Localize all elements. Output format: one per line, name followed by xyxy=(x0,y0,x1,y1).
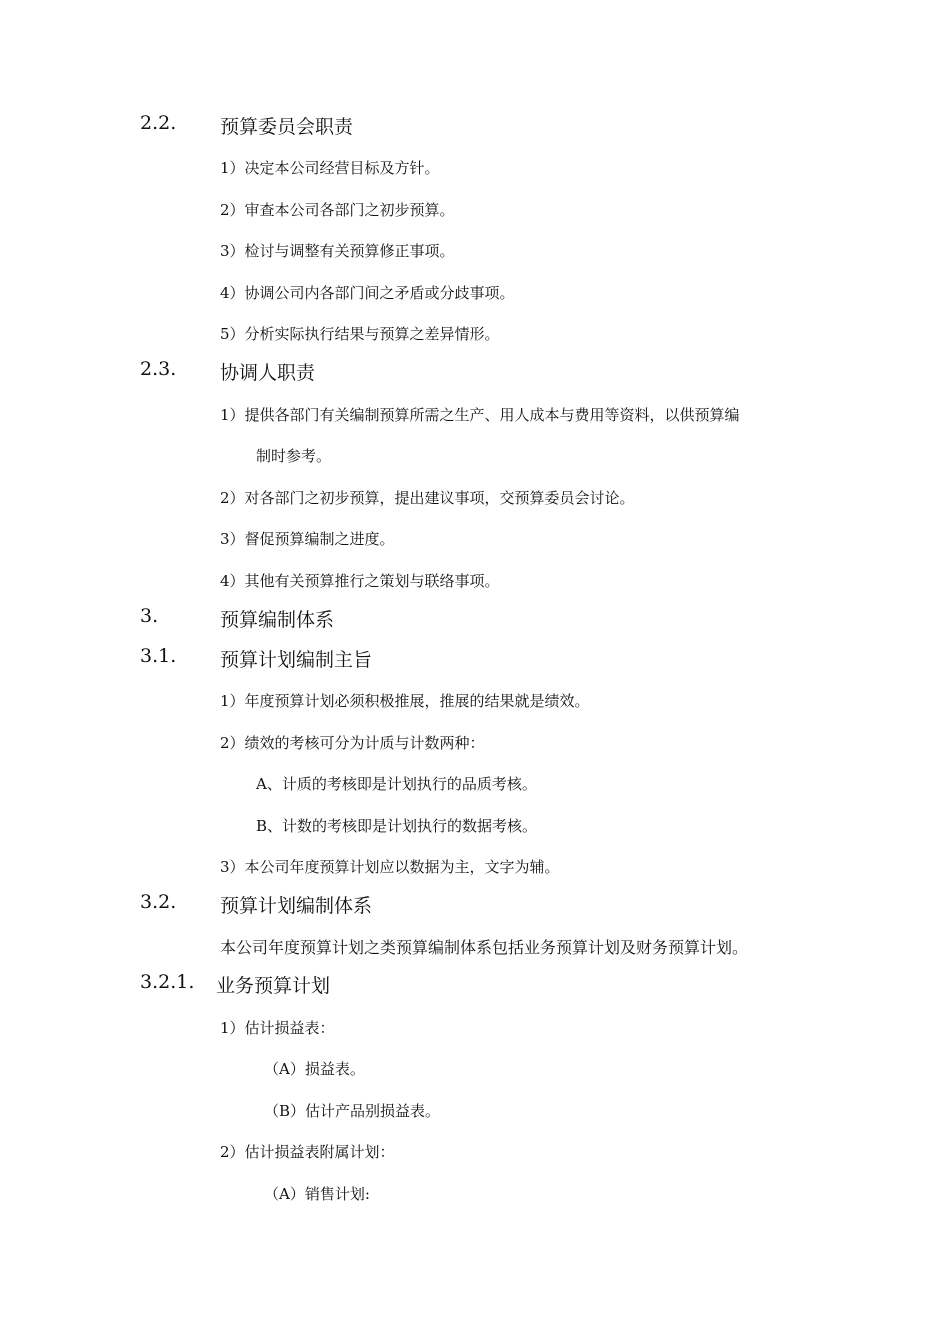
section-title: 协调人职责 xyxy=(220,362,316,384)
section-number: 3. xyxy=(140,605,159,627)
list-item: 2）估计损益表附属计划： xyxy=(220,1143,395,1161)
sub-item: A、计质的考核即是计划执行的品质考核。 xyxy=(256,775,537,793)
list-item: 3）督促预算编制之进度。 xyxy=(220,530,395,548)
section-heading xyxy=(0,112,950,138)
section-number: 3.2.1. xyxy=(140,971,195,993)
sub-item: （A）销售计划: xyxy=(264,1185,370,1203)
section-heading xyxy=(0,358,950,384)
paragraph: 本公司年度预算计划之类预算编制体系包括业务预算计划及财务预算计划。 xyxy=(220,938,749,957)
list-item: 5）分析实际执行结果与预算之差异情形。 xyxy=(220,325,500,343)
section-heading xyxy=(0,605,950,631)
list-item: 3）检讨与调整有关预算修正事项。 xyxy=(220,242,455,260)
list-item: 1）提供各部门有关编制预算所需之生产、用人成本与费用等资料，以供预算编 xyxy=(220,406,740,424)
list-item: 4）其他有关预算推行之策划与联络事项。 xyxy=(220,572,500,590)
section-number: 3.1. xyxy=(140,645,177,667)
list-item: 4）协调公司内各部门间之矛盾或分歧事项。 xyxy=(220,284,515,302)
section-title: 预算计划编制主旨 xyxy=(220,649,373,671)
section-title: 预算计划编制体系 xyxy=(220,895,373,917)
list-item: 2）绩效的考核可分为计质与计数两种： xyxy=(220,734,485,752)
list-item: 3）本公司年度预算计划应以数据为主，文字为辅。 xyxy=(220,858,560,876)
sub-item: （B）估计产品别损益表。 xyxy=(264,1102,441,1120)
list-item: 2）对各部门之初步预算，提出建议事项，交预算委员会讨论。 xyxy=(220,489,635,507)
list-item: 2）审查本公司各部门之初步预算。 xyxy=(220,201,455,219)
section-number: 3.2. xyxy=(140,891,177,913)
sub-item: （A）损益表。 xyxy=(264,1060,365,1078)
list-item: 1）年度预算计划必须积极推展，推展的结果就是绩效。 xyxy=(220,692,590,710)
section-heading xyxy=(0,645,950,671)
section-number: 2.3. xyxy=(140,358,177,380)
section-number: 2.2. xyxy=(140,112,177,134)
list-item: 1）决定本公司经营目标及方针。 xyxy=(220,159,440,177)
sub-item: B、计数的考核即是计划执行的数据考核。 xyxy=(256,817,538,835)
section-heading xyxy=(0,891,950,917)
section-title: 预算委员会职责 xyxy=(220,116,354,138)
list-item-continuation: 制时参考。 xyxy=(256,447,332,465)
section-title: 预算编制体系 xyxy=(220,609,335,631)
list-item: 1）估计损益表： xyxy=(220,1019,335,1037)
section-title: 业务预算计划 xyxy=(216,975,331,997)
section-heading xyxy=(0,971,950,997)
